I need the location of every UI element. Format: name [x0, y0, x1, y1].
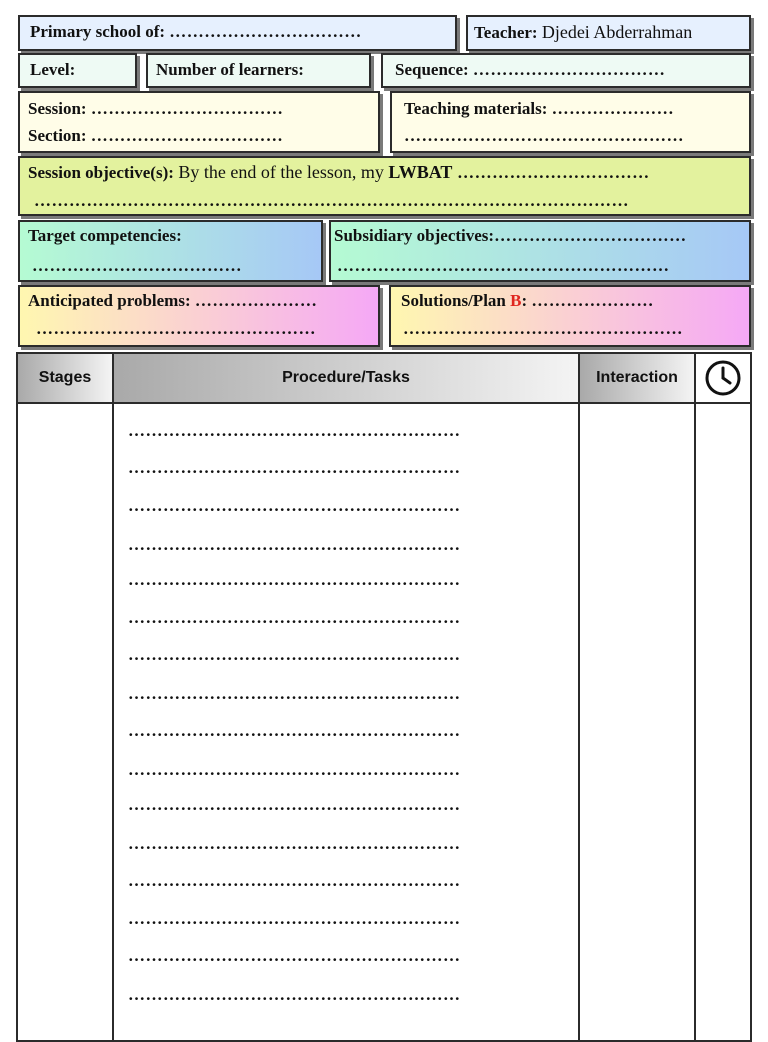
procedure-row[interactable]: ………………………………………………… [128, 985, 461, 1004]
target-competencies-label: Target competencies: [28, 226, 182, 245]
section-dots: …………………………… [90, 126, 284, 145]
procedure-row[interactable]: ………………………………………………… [128, 760, 461, 779]
school-field[interactable] [18, 15, 457, 51]
learners-label: Number of learners: [156, 60, 304, 79]
teaching-materials-field[interactable] [390, 91, 751, 153]
teacher-name: Djedei Abderrahman [541, 22, 693, 42]
objective-text: By the end of the lesson, my [173, 162, 389, 182]
stages-header-label: Stages [38, 369, 92, 386]
procedure-row[interactable]: ………………………………………………… [128, 535, 461, 554]
objective-dots: …………………………… [452, 163, 650, 182]
procedure-row[interactable]: ………………………………………………… [128, 834, 461, 853]
sequence-dots: …………………………… [472, 60, 666, 79]
level-field[interactable] [18, 53, 137, 88]
materials-label: Teaching materials: [404, 99, 548, 118]
section-label: Section: [28, 126, 87, 145]
session-dots: …………………………… [90, 99, 284, 118]
target-competencies-field[interactable] [18, 220, 323, 282]
solutions-dots-line2: ………………………………………… [403, 319, 683, 338]
teacher-field[interactable] [466, 15, 751, 51]
clock-icon [704, 359, 742, 397]
interaction-divider [694, 404, 696, 1040]
subsidiary-label: Subsidiary objectives: [334, 226, 495, 245]
target-competencies-dots: ……………………………… [32, 256, 242, 275]
learners-field[interactable] [146, 53, 371, 88]
sequence-label: Sequence: [395, 60, 469, 79]
time-header [696, 354, 750, 404]
school-label: Primary school of: [30, 22, 166, 41]
anticipated-problems-field[interactable] [18, 285, 380, 347]
anticipated-dots-line2: ………………………………………… [36, 319, 316, 338]
session-section-field[interactable] [18, 91, 380, 153]
lwbat-text: LWBAT [388, 162, 453, 182]
objective-label: Session objective(s): [28, 163, 174, 182]
procedure-row[interactable]: ………………………………………………… [128, 458, 461, 477]
session-label: Session: [28, 99, 87, 118]
procedure-row[interactable]: ………………………………………………… [128, 645, 461, 664]
solutions-label: Solutions/Plan [401, 291, 511, 310]
procedure-row[interactable]: ………………………………………………… [128, 946, 461, 965]
stages-header [18, 354, 114, 404]
procedure-row[interactable]: ………………………………………………… [128, 795, 461, 814]
plan-b-letter: B [510, 291, 522, 310]
procedure-row[interactable]: ………………………………………………… [128, 608, 461, 627]
anticipated-dots: ………………… [194, 291, 318, 310]
procedure-divider [578, 404, 580, 1040]
solutions-colon: : [521, 291, 528, 310]
solutions-plan-b-field[interactable] [389, 285, 751, 347]
objective-dots-line2: ………………………………………………………………………………………… [34, 191, 629, 210]
sequence-field[interactable] [381, 53, 751, 88]
procedure-row[interactable]: ………………………………………………… [128, 721, 461, 740]
procedure-row[interactable]: ………………………………………………… [128, 570, 461, 589]
teacher-label: Teacher: [474, 23, 538, 42]
procedure-header [114, 354, 580, 404]
procedure-row[interactable]: ………………………………………………… [128, 496, 461, 515]
solutions-dots: ………………… [531, 291, 654, 310]
school-dots: …………………………… [169, 22, 362, 41]
procedure-row[interactable]: ………………………………………………… [128, 871, 461, 890]
materials-dots-line2: ………………………………………… [404, 126, 684, 145]
anticipated-label: Anticipated problems: [28, 291, 191, 310]
subsidiary-objectives-field[interactable] [329, 220, 751, 282]
procedure-row[interactable]: ………………………………………………… [128, 421, 461, 440]
materials-dots: ………………… [551, 99, 675, 118]
procedure-table [16, 352, 752, 1042]
procedure-header-label: Procedure/Tasks [282, 369, 410, 386]
session-objective-field[interactable] [18, 156, 751, 216]
procedure-row[interactable]: ………………………………………………… [128, 909, 461, 928]
interaction-header [580, 354, 696, 404]
subsidiary-dots: …………………………… [494, 226, 687, 245]
level-label: Level: [30, 60, 76, 79]
procedure-row[interactable]: ………………………………………………… [128, 684, 461, 703]
subsidiary-dots-line2: ………………………………………………… [337, 256, 670, 275]
interaction-header-label: Interaction [596, 369, 678, 386]
